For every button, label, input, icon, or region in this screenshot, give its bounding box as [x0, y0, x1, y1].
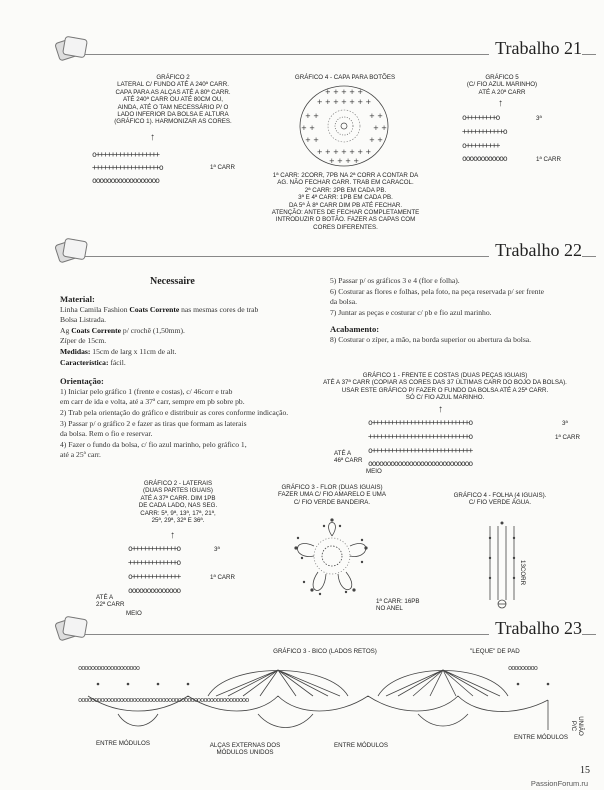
t22-g3-label [376, 598, 420, 613]
t21-g2-row: ++++++++++++++++++o [92, 163, 163, 172]
svg-text:+ +: + + [373, 124, 387, 132]
acabamento-line: 8) Costurar o zíper, a mão, na borda superior ou abertura da bolsa. [330, 334, 532, 344]
flower-diagram [284, 506, 380, 606]
brand-name: Coats Corrente [71, 325, 122, 335]
t22-g4-line: GRÁFICO 4 - FOLHA (4 IGUAIS). [453, 492, 547, 499]
t22-g2-line: ATÉ A 37ª CARR. DIM 1PB [140, 494, 216, 502]
t23-entre-2: ENTRE MÓDULOS [334, 742, 388, 749]
t21-g5-row: o+++++++++ [462, 141, 500, 150]
t22-g2-row: o++++++++++++o [128, 544, 181, 553]
t21-g5-caption [462, 74, 542, 96]
orient-line: 2) Trab pela orientação do gráfico e distribuir as cores conforme indicação. [60, 407, 289, 417]
t21-g2-row: oooooooooooooooooo [92, 176, 159, 185]
t21-g4-line: DA 5ª À 8ª CARR DIM PB ATÉ FECHAR. [288, 201, 403, 209]
stamp-card-icon [54, 236, 90, 264]
t22-g2-label-3: 3ª [214, 546, 220, 553]
orient-line: 1) Iniciar pelo gráfico 1 (frente e costas), c/ 46corr e trab [60, 386, 233, 396]
step-line: 6) Costurar as flores e folhas, pela foto, na peça reservada p/ ser frente [330, 286, 545, 296]
t21-g4-caption [258, 172, 433, 231]
t21-g5-line: ATÉ A 20ª CARR [478, 88, 526, 96]
t21-g4-line: AG. NÃO FECHAR CARR. TRAB EM CARACOL. [277, 179, 414, 187]
t21-g2-line: LADO INFERIOR DA BOLSA E ALTURA [117, 111, 229, 119]
material-line [60, 315, 322, 326]
t23-uniao: UNIÃO P/C [569, 716, 584, 736]
t21-g4-line: ATENÇÃO: ANTES DE FECHAR COMPLETAMENTE [271, 209, 420, 217]
t22-title: Necessaire [150, 276, 195, 287]
t21-g2-line: ATÉ 240ª CARR OU ATÉ 80CM OU, [122, 96, 224, 104]
step-line: 7) Juntar as peças e costurar c/ pb e fio azul marinho. [330, 307, 492, 317]
material-text: Bolsa Listrada. [60, 315, 106, 325]
t23-entre-1: ENTRE MÓDULOS [96, 740, 150, 747]
section-title-22: Trabalho 22 [489, 240, 582, 261]
t21-g4-line: 3ª E 4ª CARR: 1PB EM CADA PB. [298, 194, 393, 202]
t21-g2-row-label: 1ª CARR [210, 164, 235, 171]
t22-g4-caption [440, 492, 560, 507]
page-number: 15 [580, 765, 590, 776]
brand-name: Coats Corrente [129, 304, 180, 314]
t22-right-column [330, 276, 592, 346]
t22-g2-row: +++++++++++++o [128, 558, 181, 567]
t21-g2-row: o+++++++++++++++++ [92, 150, 159, 159]
t21-g2-caption [88, 74, 258, 126]
svg-text:+ +: + + [301, 124, 315, 132]
t22-g2-line: DE CADA LADO, NAS SEG. [138, 502, 218, 510]
orient-line: da bolsa. Rem o fio e reservar. [60, 429, 153, 439]
orient-line: 3) Passar p/ o gráfico 2 e fazer as tiras que formam as laterais [60, 418, 247, 428]
orient-line: 4) Fazer o fundo da bolsa, c/ fio azul marinho, pelo gráfico 1, [60, 439, 247, 449]
svg-text:+ +: + + [369, 136, 383, 144]
material-text: nas mesmas cores de trab [179, 304, 259, 314]
t22-g4-side: 13CORR [519, 560, 526, 586]
t22-g1-line: USAR ESTE GRÁFICO P/ FAZER O FUNDO DA BOLSA ATÉ A 25ª CARR. [341, 386, 549, 394]
edging-diagram [78, 656, 564, 738]
t21-g5-row: o++++++++o [462, 113, 500, 122]
section-banner-23 [0, 620, 604, 642]
t21-g5-line: (C/ FIO AZUL MARINHO) [466, 81, 538, 89]
t22-g2-ate [96, 594, 124, 609]
orient-line: até a 25ª carr. [60, 450, 101, 460]
up-arrow-icon: ↑ [150, 132, 155, 143]
t22-g3-label-line: 1ª CARR: 16PB [376, 598, 420, 605]
medidas-line [60, 347, 322, 358]
section-banner-22 [0, 242, 604, 264]
t22-g2-line: CARR: 5ª, 9ª, 13ª, 17ª, 21ª, [140, 509, 216, 517]
caract-label: Característica: [60, 357, 109, 367]
section-title-21: Trabalho 21 [489, 38, 582, 59]
t23-entre-3: ENTRE MÓDULOS [514, 734, 568, 741]
acabamento-heading: Acabamento: [330, 324, 380, 335]
material-text: Linha Camila Fashion [60, 304, 130, 314]
t22-g2-line: (DUAS PARTES IGUAIS) [143, 487, 213, 495]
t21-g2-title: GRÁFICO 2 [156, 74, 190, 81]
t21-g2-line: CAPA PARA AS ALÇAS ATÉ A 80ª CARR. [115, 88, 231, 96]
up-arrow-icon: ↑ [498, 98, 503, 109]
t21-g2-line: AINDA, ATÉ O TAM NECESSÁRIO P/ O [117, 103, 229, 111]
svg-text:+ +: + + [369, 112, 383, 120]
material-line [60, 326, 322, 337]
t22-g3-line: C/ FIO VERDE BANDEIRA. [293, 498, 371, 506]
t22-g1-line: SÓ C/ FIO AZUL MARINHO. [405, 394, 485, 402]
material-line [60, 305, 322, 316]
up-arrow-icon: ↑ [438, 404, 443, 415]
t21-g5-row: +++++++++++o [462, 127, 507, 136]
t21-g2-line: LATERAL C/ FUNDO ATÉ A 240ª CARR. [117, 81, 229, 89]
caract-line [60, 358, 322, 369]
t23-alcas [200, 742, 290, 757]
svg-text:+ +: + + [305, 136, 319, 144]
t21-g4-line: INTRODUZIR O BOTÃO. FAZER AS CAPAS COM [275, 216, 416, 224]
t22-g1-line: ATÉ A 37ª CARR (COPIAR AS CORES DAS 37 ÚLTIMAS CARR DO BOJO DA BOLSA). [323, 379, 567, 387]
t21-g5-row: oooooooooooo [462, 154, 507, 163]
material-heading: Material: [60, 294, 95, 304]
t22-left-column [60, 294, 322, 461]
watermark: PassionForum.ru [530, 779, 588, 788]
t22-g3-line: FAZER UMA C/ FIO AMARELO E UMA [278, 491, 386, 499]
material-line [60, 336, 322, 347]
t22-g1-row: o++++++++++++++++++++++++++o [368, 418, 473, 427]
step-line: da bolsa. [330, 297, 357, 307]
t22-g3-label-line: NO ANEL [376, 605, 403, 613]
svg-text:+ +: + + [305, 112, 319, 120]
svg-text:+ + + + + + +: + + + + + + + [316, 148, 372, 156]
material-text: p/ crochê (1,50mm). [121, 325, 185, 335]
t22-g2-row: o+++++++++++++ [128, 572, 181, 581]
t21-g2-line: (GRÁFICO 1). HARMONIZAR AS CORES. [114, 118, 232, 126]
t22-g3-caption [272, 484, 392, 506]
button-cover-diagram [298, 84, 390, 168]
t21-g4-line: 2ª CARR: 2PB EM CADA PB. [304, 186, 387, 194]
t22-g4-line: C/ FIO VERDE ÁGUA. [468, 499, 532, 507]
t22-g2-row: oooooooooooooo [128, 586, 181, 595]
svg-text:+ + + + +: + + + + + [324, 88, 364, 96]
svg-text:+ + + +: + + + + [328, 157, 360, 165]
material-text: Zíper de 15cm. [60, 336, 107, 346]
t22-g2-ate-line: 22ª CARR [96, 601, 125, 609]
t21-g4-line: CORES DIFERENTES. [313, 223, 378, 231]
t21-g5-line: GRÁFICO 5 [485, 74, 519, 81]
medidas-label: Medidas: [60, 346, 91, 356]
section-title-23: Trabalho 23 [489, 618, 582, 639]
t22-g1-ate [334, 450, 362, 465]
t22-g3-line: GRÁFICO 3 - FLOR (DUAS IGUAIS) [281, 484, 383, 491]
t22-g1-row: o+++++++++++++++++++++++++++ [368, 446, 473, 455]
t22-g2-caption [118, 480, 238, 524]
section-banner-21 [0, 40, 604, 62]
t21-g5-label-3: 3ª [536, 115, 542, 122]
t23-g3-title: GRÁFICO 3 - BICO (LADOS RETOS) [273, 648, 377, 655]
t21-g4-line: 1ª CARR: 2CORR, 7PB NA 2ª CORR A CONTAR DA [272, 172, 419, 179]
material-text: Ag [60, 325, 72, 335]
t23-alcas-line: ALÇAS EXTERNAS DOS [209, 742, 281, 749]
orientacao-heading: Orientação: [60, 376, 104, 387]
t22-g2-ate-line: ATÉ A [96, 594, 114, 601]
t22-g2-label-1: 1ª CARR [210, 574, 235, 581]
t22-g1-row: oooooooooooooooooooooooooooo [368, 459, 473, 468]
t22-g1-ate-line: ATÉ A [334, 450, 352, 457]
t22-g1-caption [300, 372, 590, 402]
t21-g4-title: GRÁFICO 4 - CAPA PARA BOTÕES [294, 74, 396, 81]
t22-g1-label-1: 1ª CARR [555, 434, 580, 441]
t22-g1-line: GRÁFICO 1 - FRENTE E COSTAS (DUAS PEÇAS IGUAIS) [362, 372, 528, 379]
t22-g1-meio: MEIO [366, 468, 382, 475]
svg-text:ooooooooooooooooooo: ooooooooooooooooooo [78, 664, 140, 672]
t22-g1-row: +++++++++++++++++++++++++++o [368, 432, 473, 441]
t22-g2-meio: MEIO [126, 610, 142, 617]
step-line: 5) Passar p/ os gráficos 3 e 4 (flor e folha). [330, 276, 460, 285]
t21-g5-label-1: 1ª CARR [536, 156, 561, 163]
caract-value: fácil. [108, 357, 126, 367]
t23-leque: "LEQUE" DE PAD [470, 648, 520, 655]
orient-line: em carr de ida e volta, até a 37ª carr, sempre em pb sobre pb. [60, 397, 245, 407]
svg-text:oooooooooooooooooooooooooooooo: ooooooooooooooooooooooooooooooooooooooooooooooooooooo [78, 696, 249, 704]
svg-text:ooooooooo: ooooooooo [508, 664, 537, 672]
t22-g1-label-3: 3ª [562, 420, 568, 427]
medidas-value: 15cm de larg x 11cm de alt. [90, 346, 177, 356]
t23-alcas-line: MÓDULOS UNIDOS [216, 749, 274, 757]
up-arrow-icon: ↑ [170, 530, 175, 541]
svg-text:+ + + + + + +: + + + + + + + [316, 98, 372, 106]
stamp-card-icon [54, 614, 90, 642]
t22-g2-line: 25ª, 29ª, 32ª E 36ª. [151, 517, 205, 525]
t22-g1-ate-line: 46ª CARR [334, 457, 363, 465]
t22-g2-line: GRÁFICO 2 - LATERAIS [143, 480, 213, 487]
stamp-card-icon [54, 34, 90, 62]
